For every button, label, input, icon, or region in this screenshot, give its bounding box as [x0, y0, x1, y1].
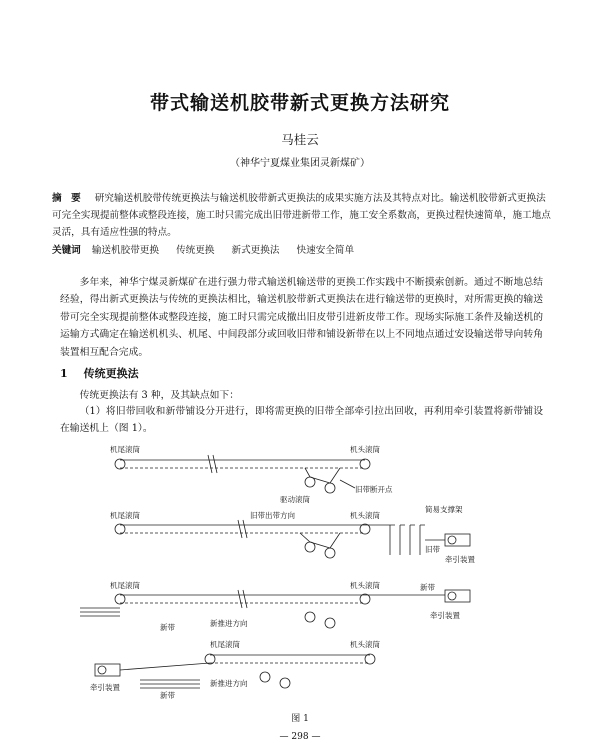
drive-pulley — [325, 618, 335, 628]
fig-label: 牵引装置 — [90, 683, 120, 692]
keyword-item: 快速安全简单 — [296, 245, 355, 256]
head-pulley — [360, 459, 370, 469]
keywords-label: 关键词 — [52, 245, 81, 256]
head-pulley — [365, 654, 375, 664]
fig-label: 机头滚筒 — [350, 445, 380, 454]
figure-panel-1 — [115, 455, 370, 493]
pull-rope — [120, 663, 210, 670]
paper-title: 带式输送机胶带新式更换方法研究 — [149, 92, 450, 114]
body-paragraph: 传统更换法有 3 种，及其缺点如下： — [79, 390, 240, 401]
winch-drum — [448, 536, 456, 544]
drive-pulley — [305, 612, 315, 622]
drive-belt-loop — [305, 468, 340, 483]
fig-label: 机头滚筒 — [350, 581, 380, 590]
abstract-label: 摘 要 — [52, 193, 81, 204]
tail-pulley — [115, 524, 125, 534]
head-pulley — [360, 524, 370, 534]
fig-label: 机头滚筒 — [350, 511, 380, 520]
break-mark — [238, 520, 242, 538]
break-mark — [243, 520, 247, 538]
fig-label: 新带 — [420, 583, 435, 592]
author-affiliation: （神华宁夏煤业集团灵新煤矿） — [230, 158, 370, 169]
body-paragraph: （1）将旧带回收和新带铺设分开进行，即将需更换的旧带全部牵引拉出回收，再利用牵引装置将新带铺设在输送机上（图 1）。 — [60, 406, 543, 435]
drive-pulley — [325, 548, 335, 558]
tail-pulley — [115, 459, 125, 469]
fig-label: 机尾滚筒 — [210, 640, 240, 649]
head-pulley — [360, 594, 370, 604]
figure-panel-2 — [115, 520, 470, 558]
winch-device — [445, 534, 470, 546]
winch-drum — [448, 592, 456, 600]
fig-label: 新带 — [160, 691, 175, 700]
section-title: 传统更换法 — [83, 367, 139, 380]
drive-pulley — [260, 672, 270, 682]
author-name: 马桂云 — [281, 132, 319, 147]
fig-label: 机尾滚筒 — [110, 511, 140, 520]
fig-label: 旧带 — [425, 545, 440, 554]
drive-pulley — [280, 678, 290, 688]
fig-label: 牵引装置 — [430, 611, 460, 620]
tail-pulley — [205, 654, 215, 664]
fig-label: 牵引装置 — [445, 555, 475, 564]
fig-label: 新带 — [160, 623, 175, 632]
drive-pulley — [325, 483, 335, 493]
break-mark — [213, 455, 217, 473]
keyword-item: 传统更换 — [176, 245, 215, 256]
winch-device — [445, 590, 470, 602]
fig-label: 机头滚筒 — [350, 640, 380, 649]
keyword-item: 新式更换法 — [231, 245, 280, 256]
break-mark — [243, 590, 247, 608]
belt-replacement-figure — [90, 440, 500, 710]
fig-label: 旧带断开点 — [355, 485, 393, 494]
abstract-block — [52, 190, 552, 241]
keywords-block — [52, 242, 552, 256]
abstract-text: 研究输送机胶带传统更换法与输送机胶带新式更换法的成果实施方法及其特点对比。输送机胶带新式更换法可完全实现提前整体或整段连接，施工时只需完成出旧带进新带工作，施工安全系数高，更换过程快速简单，施工地点灵活，具有适应性强的特点。 — [52, 193, 551, 238]
drive-belt-loop — [300, 533, 340, 548]
figure-caption: 图 1 — [291, 714, 309, 724]
fig-label: 简易支撑架 — [425, 505, 463, 514]
fig-label: 新推进方向 — [210, 679, 248, 688]
winch-drum — [98, 666, 106, 674]
fig-label: 机尾滚筒 — [110, 445, 140, 454]
tail-pulley — [115, 594, 125, 604]
break-pointer — [340, 480, 355, 488]
fig-label: 驱动滚筒 — [280, 495, 310, 504]
break-mark — [208, 455, 212, 473]
break-mark — [238, 590, 242, 608]
figure-panel-3 — [80, 590, 470, 628]
drive-pulley — [305, 542, 315, 552]
fig-label: 机尾滚筒 — [110, 581, 140, 590]
page-number: — 298 — — [279, 732, 321, 742]
winch-device — [95, 664, 120, 676]
fig-label: 旧带出带方向 — [250, 511, 295, 520]
intro-paragraph: 多年来，神华宁煤灵新煤矿在进行强力带式输送机输送带的更换工作实践中不断摸索创新。通过不断地总结经验，得出新式更换法与传统的更换法相比，输送机胶带新式更换法在进行输送带的更换时，对所需更换的输送带可完全实现提前整体或整段连接，施工时只需完成撤出旧皮带引进新皮带工作。现场实际施工条件及输送机的运输方式确定在输送机机头、机尾、中间段部分或回收旧带和铺设新带在以上不同地点通过安设输送带导向转角装置相互配合完成。 — [60, 277, 543, 358]
section-heading — [60, 365, 139, 381]
fig-label: 新推进方向 — [210, 619, 248, 628]
keyword-item: 输送机胶带更换 — [91, 245, 159, 256]
section-number: 1 — [60, 367, 68, 380]
drive-pulley — [305, 477, 315, 487]
